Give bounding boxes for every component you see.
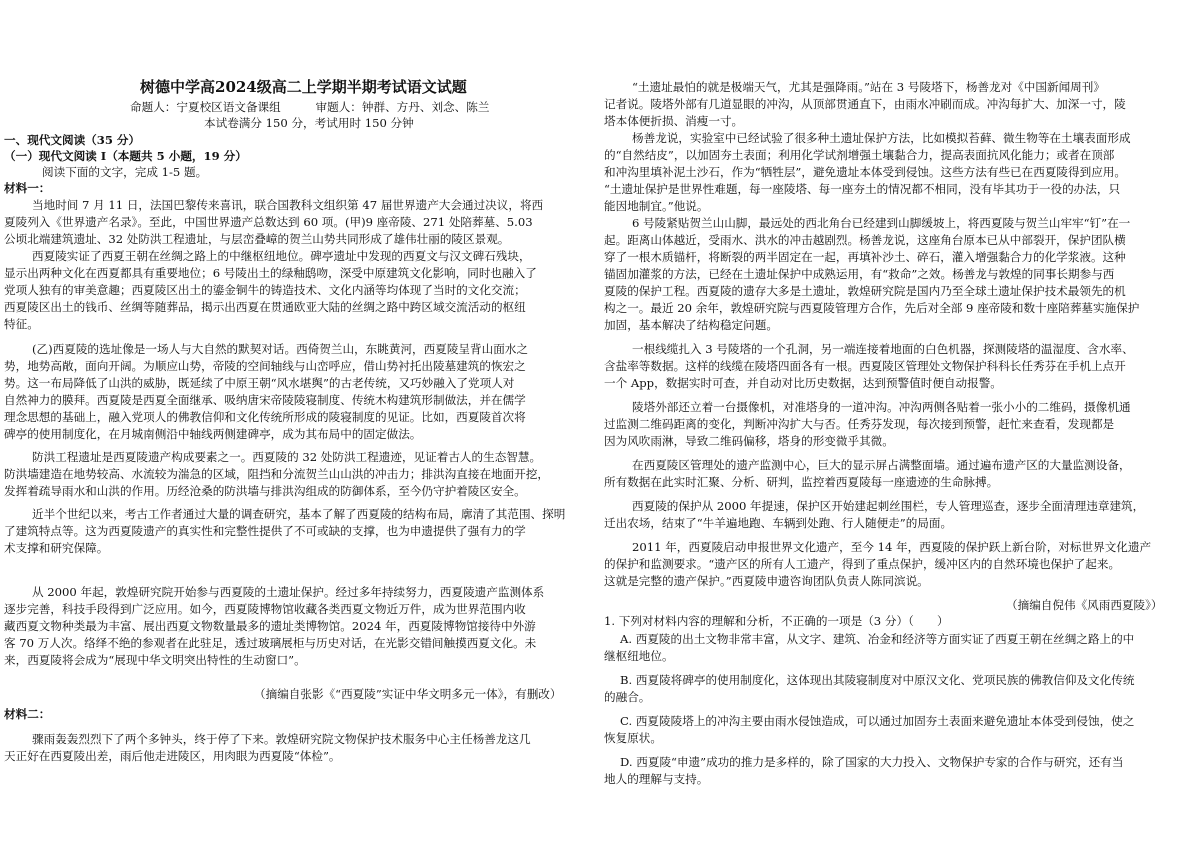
m2-line: 起。距离山体越近，受雨水、洪水的冲击越剧烈。杨善龙说，这座角台原本已从中部裂开，保护团队横 — [604, 233, 1126, 247]
m2-line: 陵塔外部还立着一台摄像机，对准塔身的一道冲沟。冲沟两侧各贴着一张小小的二维码，摄像机通 — [632, 400, 1131, 414]
option-c: C. 西夏陵陵塔上的冲沟主要由雨水侵蚀造成，可以通过加固夯土表面来避免遗址本体受到侵蚀，使之 — [620, 714, 1135, 728]
m2-line: 和冲沟里填补泥土沙石，作为“牺牲层”，避免遗址本体受到侵蚀。这些方法有些已在西夏陵得到应用。 — [604, 165, 1126, 179]
m2-line: 因为风吹雨淋，导致二维码偏移，塔身的形变微乎其微。 — [604, 434, 894, 448]
m2-line: 构之一。最近 20 余年，敦煌研究院与西夏陵管理方合作，先后对全部 9 座帝陵和数十座陪葬墓实施保护 — [604, 301, 1140, 315]
exam-info: 本试卷满分 150 分，考试用时 150 分钟 — [204, 116, 414, 130]
m2-line: 骤雨轰轰烈烈下了两个多钟头，终于停了下来。敦煌研究院文物保护技术服务中心主任杨善龙这几 — [32, 732, 531, 746]
m1-line: 来，西夏陵将会成为“展现中华文明突出特性的生动窗口”。 — [4, 653, 306, 667]
m2-line: 过监测二维码距离的变化，判断冲沟扩大与否。任秀芬发现，每次接到预警，赶忙来查看，发现都是 — [604, 417, 1115, 431]
m1-line: 显示出两种文化在西夏都具有重要地位；6 号陵出土的绿釉鸱吻，深受中原建筑文化影响，同时也融入了 — [4, 266, 537, 280]
m2-line: 2011 年，西夏陵启动申报世界文化遗产，至今 14 年，西夏陵的保护跃上新台阶，对标世界文化遗产 — [632, 540, 1152, 554]
m2-line: 加固，基本解决了结构稳定问题。 — [604, 318, 778, 332]
m2-line: 西夏陵的保护从 2000 年提速，保护区开始建起刺丝围栏，专人管理巡查，逐步全面清理违章建筑， — [632, 499, 1145, 513]
option-d: D. 西夏陵“申遗”成功的推力是多样的，除了国家的大力投入、文物保护专家的合作与研究，还有当 — [620, 755, 1124, 769]
m1-line: 势，地势高敞，面向开阔。为顺应山势，帝陵的空间轴线与山峦呼应，借山势衬托出陵墓建筑的恢宏之 — [4, 359, 526, 373]
option-a: 继枢纽地位。 — [604, 649, 674, 663]
option-a: A. 西夏陵的出土文物非常丰富，从文字、建筑、冶金和经济等方面实证了西夏王朝在丝绸之路上的中 — [620, 632, 1135, 646]
exam-authors: 命题人：宁夏校区语文备课组 审题人：钟群、方丹、刘念、陈兰 — [130, 100, 490, 114]
section-heading: 一、现代文阅读（35 分） — [4, 133, 141, 147]
m1-line: 夏陵列入《世界遗产名录》。至此，中国世界遗产总数达到 60 项。(甲)9 座帝陵、271 处陪葬墓、5.03 — [4, 215, 533, 229]
m1-line: 西夏陵区出土的钱币、丝绸等随葬品，揭示出西夏在贯通欧亚大陆的丝绸之路中跨区域交流活动的枢纽 — [4, 300, 526, 314]
m2-line: 含盐率等数据。这样的线缆在陵塔四面各有一根。西夏陵区管理处文物保护科科长任秀芬在手机上点开 — [604, 359, 1126, 373]
exam-title: 树德中学高2024级高二上学期半期考试语文试题 — [140, 78, 467, 96]
m1-line: 势。这一布局降低了山洪的威胁，既延续了中原王朝“风水堪舆”的古老传统，又巧妙融入了党项人对 — [4, 376, 515, 390]
m2-line: 在西夏陵区管理处的遗产监测中心，巨大的显示屏占满整面墙。通过遍布遗产区的大量监测设备， — [632, 458, 1131, 472]
m1-line: (乙)西夏陵的选址像是一场人与大自然的默契对话。西倚贺兰山，东眺黄河，西夏陵呈背山面水之 — [32, 342, 528, 356]
m2-line: 锚固加灌浆的方法，已经在土遗址保护中成熟运用，有“救命”之效。杨善龙与敦煌的同事长期参与西 — [604, 267, 1115, 281]
m2-source: （摘编自倪伟《风雨西夏陵》） — [1006, 598, 1163, 612]
m1-line: 碑亭的使用制度化，在月城南侧沿中轴线两侧建碑亭，成为其布局中的固定做法。 — [4, 427, 422, 441]
material2-label: 材料二： — [4, 707, 51, 721]
m2-line: 穿了一根木质锚杆，将断裂的两半固定在一起，再填补沙土、碎石，灌入增强黏合力的化学浆液。这种 — [604, 250, 1126, 264]
m2-line: 塔本体便折损、消瘦一寸。 — [604, 114, 744, 128]
m1-line: 理念思想的基础上，融入党项人的佛教信仰和文化传统所形成的陵寝制度的见证。比如，西夏陵首次将 — [4, 410, 526, 424]
m2-line: 一根线缆扎入 3 号陵塔的一个孔洞，另一端连接着地面的白色机器，探测陵塔的温湿度、含水率、 — [632, 342, 1134, 356]
m2-line: 夏陵的保护工程。西夏陵的遗存大多是土遗址，敦煌研究院是国内乃至全球土遗址保护技术最领先的机 — [604, 284, 1126, 298]
m2-line: 所有数据在此实时汇聚、分析、研判，监控着西夏陵每一座遗迹的生命脉搏。 — [604, 475, 999, 489]
m1-line: 从 2000 年起，敦煌研究院开始参与西夏陵的土遗址保护。经过多年持续努力，西夏陵遗产监测体系 — [32, 585, 545, 599]
m1-line: 近半个世纪以来，考古工作者通过大量的调查研究，基本了解了西夏陵的结构布局，廓清了其范围、探明 — [32, 507, 566, 521]
m2-line: 能因地制宜。”他说。 — [604, 199, 709, 213]
m2-line: 记者说。陵塔外部有几道显眼的冲沟，从顶部贯通直下，由雨水冲刷而成。冲沟每扩大、加深一寸，陵 — [604, 97, 1126, 111]
m1-line: 公顷北端建筑遗址、32 处防洪工程遗址，与层峦叠嶂的贺兰山势共同形成了雄伟壮丽的陵区景观。 — [4, 232, 510, 246]
option-b: B. 西夏陵将碑亭的使用制度化，这体现出其陵寝制度对中原汉文化、党项民族的佛教信仰及文化传统 — [620, 673, 1135, 687]
m2-line: 的“自然结皮”，以加固夯土表面；利用化学试剂增强土壤黏合力，提高表面抗风化能力；或者在顶部 — [604, 148, 1115, 162]
m2-line: 一个 App，数据实时可查，并自动对比历史数据，达到预警值时便自动报警。 — [604, 376, 1002, 390]
m2-line: 这就是完整的遗产保护。”西夏陵申遗咨询团队负责人陈同滨说。 — [604, 574, 929, 588]
m2-line: 迁出农场，结束了“牛羊遍地跑、车辆到处跑、行人随便走”的局面。 — [604, 516, 953, 530]
option-d: 地人的理解与支持。 — [604, 772, 709, 786]
m1-line: 特征。 — [4, 317, 39, 331]
sub-heading: （一）现代文阅读 I（本题共 5 小题，19 分） — [4, 149, 247, 163]
m1-line: 自然神力的膜拜。西夏陵是西夏全面继承、吸纳唐宋帝陵陵寝制度、传统木构建筑形制做法，并在儒学 — [4, 393, 526, 407]
m1-line: 防洪墙建造在地势较高、水流较为湍急的区域，阻挡和分流贺兰山山洪的冲击力；排洪沟直接在地面开挖， — [4, 467, 549, 481]
m2-line: “土遗址最怕的就是极端天气，尤其是强降雨。”站在 3 号陵塔下，杨善龙对《中国新闻周刊》 — [632, 80, 1105, 94]
m2-line: “土遗址保护是世界性难题，每一座陵塔、每一座夯土的情况都不相同，没有毕其功于一役的办法，只 — [604, 182, 1121, 196]
option-c: 恢复原状。 — [604, 731, 662, 745]
m1-line: 术支撑和研究保障。 — [4, 541, 109, 555]
m1-line: 藏西夏文物种类最为丰富、展出西夏文物数量最多的遗址类博物馆。2024 年，西夏陵博物馆接待中外游 — [4, 619, 536, 633]
option-b: 的融合。 — [604, 690, 651, 704]
m2-line: 6 号陵紧贴贺兰山山脚，最远处的西北角台已经建到山脚缓坡上，将西夏陵与贺兰山牢牢“钉”在一 — [632, 216, 1131, 230]
m1-line: 防洪工程遗址是西夏陵遗产构成要素之一。西夏陵的 32 处防洪工程遗迹，见证着古人的生态智慧。 — [32, 450, 542, 464]
m1-line: 西夏陵实证了西夏王朝在丝绸之路上的中继枢纽地位。碑亭遗址中发现的西夏文与汉文碑石残块， — [32, 249, 531, 263]
material1-label: 材料一： — [4, 181, 51, 195]
m1-source: （摘编自张影《“西夏陵”实证中华文明多元一体》，有删改） — [254, 687, 562, 701]
m1-line: 发挥着疏导雨水和山洪的作用。历经沧桑的防洪墙与排洪沟组成的防御体系，至今仍守护着陵区安全。 — [4, 484, 526, 498]
m1-line: 逐步完善，科技手段得到广泛应用。如今，西夏陵博物馆收藏各类西夏文物近万件，成为世界范围内收 — [4, 602, 526, 616]
m2-line: 天正好在西夏陵出差，雨后他走进陵区，用肉眼为西夏陵“体检”。 — [4, 749, 341, 763]
m1-line: 客 70 万人次。络绎不绝的参观者在此驻足，透过玻璃展柜与历史对话，在光影交错间触摸西夏文化。未 — [4, 636, 537, 650]
m1-line: 党项人独有的审美意趣；西夏陵区出土的鎏金铜牛的铸造技术、文化内涵等均体现了当时的文化交流； — [4, 283, 526, 297]
m1-line: 了建筑特点等。这为西夏陵遗产的真实性和完整性提供了不可或缺的支撑，也为申遗提供了强有力的学 — [4, 524, 526, 538]
instruction: 阅读下面的文字，完成 1-5 题。 — [42, 165, 208, 179]
m1-line: 当地时间 7 月 11 日，法国巴黎传来喜讯，联合国教科文组织第 47 届世界遗产大会通过决议，将西 — [32, 198, 544, 212]
m2-line: 的保护和监测要求。“遗产区的所有人工遗产，得到了重点保护，缓冲区内的自然环境也保护了起来。 — [604, 557, 1121, 571]
m2-line: 杨善龙说，实验室中已经试验了很多种土遗址保护方法，比如模拟苔藓、微生物等在土壤表面形成 — [632, 131, 1131, 145]
question-1-stem: 1. 下列对材料内容的理解和分析，不正确的一项是（3 分）（ ） — [604, 614, 949, 628]
